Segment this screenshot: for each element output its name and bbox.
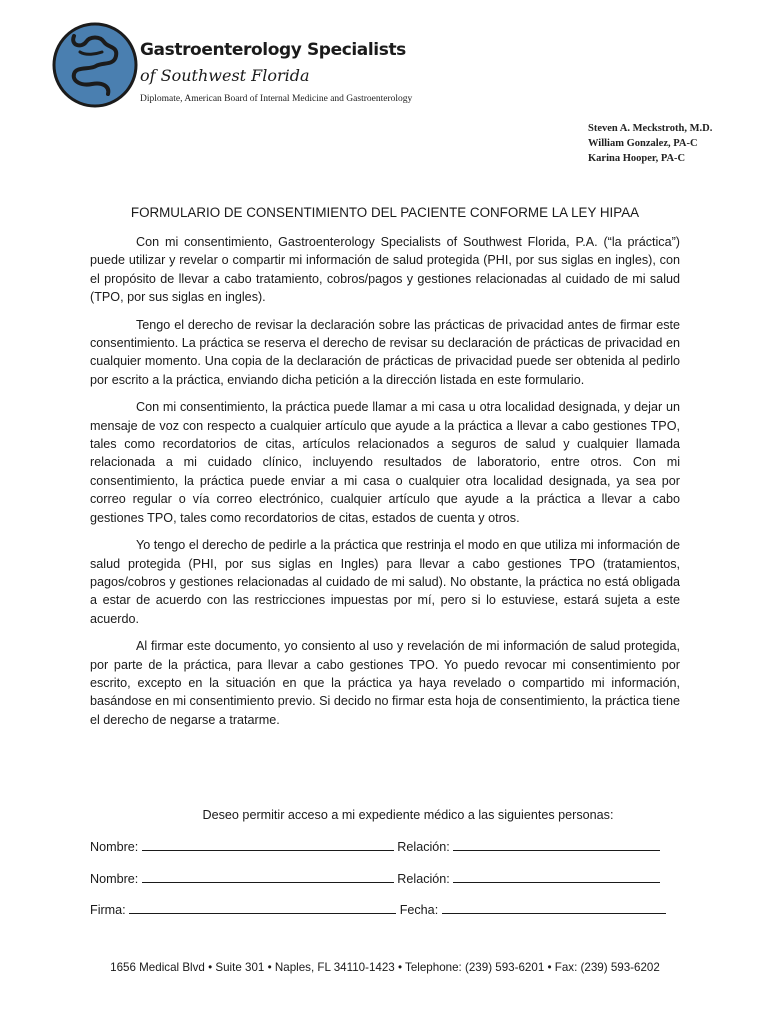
practice-subtitle: of Southwest Florida	[140, 66, 310, 85]
relation-label: Relación:	[397, 840, 450, 854]
signature-field[interactable]	[129, 901, 396, 914]
physician-name: Steven A. Meckstroth, M.D.	[588, 123, 713, 134]
relation-label: Relación:	[397, 872, 450, 886]
paragraph: Yo tengo el derecho de pedirle a la práctica que restrinja el modo en que utiliza mi información de salud protegida (PHI, por sus siglas en Ingles) para llevar a cabo gestiones TPO (tratamientos, pagos/cobros y gestiones relacionadas al cuidado de mi salud). No obstante, la práctica no está obligada a estar de acuerdo con las restricciones impuestas por mí, pero si lo estuviese, estará sujeta a este acuerdo.	[90, 538, 680, 626]
practice-name: Gastroenterology Specialists	[140, 40, 406, 60]
intestine-icon	[52, 22, 138, 108]
signature-label: Firma:	[90, 903, 126, 917]
paragraph: Con mi consentimiento, la práctica puede llamar a mi casa u otra localidad designada, y dejar un mensaje de voz con respecto a cualquier artículo que ayude a la práctica a llevar a cabo gestiones TPO, tales como recordatorios de citas, artículos relacionados a seguros de salud y cualquier llamada relacionada a mi cuidado clínico, incluyendo resultados de laboratorio, entre otros. Con mi consentimiento, la práctica puede enviar a mi casa o cualquier otra localidad designada, ya sea por correo regular o vía correo electrónico, cualquier artículo que ayude a la práctica a llevar a cabo gestiones TPO, tales como recordatorios de citas, estados de cuenta y otros.	[90, 400, 680, 525]
physician-name: William Gonzalez, PA-C	[588, 138, 698, 149]
physician-list	[588, 121, 712, 166]
physician-name: Karina Hooper, PA-C	[588, 153, 686, 164]
access-intro: Deseo permitir acceso a mi expediente médico a las siguientes personas:	[202, 808, 614, 822]
paragraph: Al firmar este documento, yo consiento al uso y revelación de mi información de salud protegida, por parte de la práctica, para llevar a cabo gestiones TPO. Yo puedo revocar mi consentimiento por escrito, excepto en la situación en que la práctica ya haya revelado o compartido mi información, basándose en mi consentimiento previo. Si decido no firmar esta hoja de consentimiento, la práctica tiene el derecho de negarse a tratarme.	[90, 639, 680, 727]
name-field[interactable]	[142, 838, 394, 851]
diplomate-line: Diplomate, American Board of Internal Medicine and Gastroenterology	[140, 94, 413, 104]
footer-address: 1656 Medical Blvd • Suite 301 • Naples, FL 34110-1423 • Telephone: (239) 593-6201 • Fax: (239) 593-6202	[110, 961, 660, 974]
consent-body	[90, 233, 680, 738]
name-label: Nombre:	[90, 840, 139, 854]
authorized-person-row	[90, 870, 690, 886]
relation-field[interactable]	[453, 870, 660, 883]
relation-field[interactable]	[453, 838, 660, 851]
paragraph: Con mi consentimiento, Gastroenterology Specialists of Southwest Florida, P.A. (“la práctica”) puede utilizar y revelar o compartir mi información de salud protegida (PHI, por sus siglas en ingles), con el propósito de llevar a cabo tratamiento, cobros/pagos y gestiones relacionadas al cuidado de mi salud (TPO, por sus siglas en ingles).	[90, 235, 680, 305]
authorized-person-row	[90, 838, 690, 854]
name-label: Nombre:	[90, 872, 139, 886]
date-field[interactable]	[442, 901, 666, 914]
name-field[interactable]	[142, 870, 394, 883]
letterhead	[52, 18, 732, 108]
date-label: Fecha:	[399, 903, 439, 917]
document-title: FORMULARIO DE CONSENTIMIENTO DEL PACIENTE CONFORME LA LEY HIPAA	[130, 205, 640, 220]
signature-row	[90, 901, 690, 917]
paragraph: Tengo el derecho de revisar la declaración sobre las prácticas de privacidad antes de firmar este consentimiento. La práctica se reserva el derecho de revisar su declaración de prácticas de privacidad en cualquier momento. Una copia de la declaración de prácticas de privacidad puede ser obtenida al pedirlo por escrito a la práctica, enviando dicha petición a la dirección listada en este formulario.	[90, 317, 680, 387]
